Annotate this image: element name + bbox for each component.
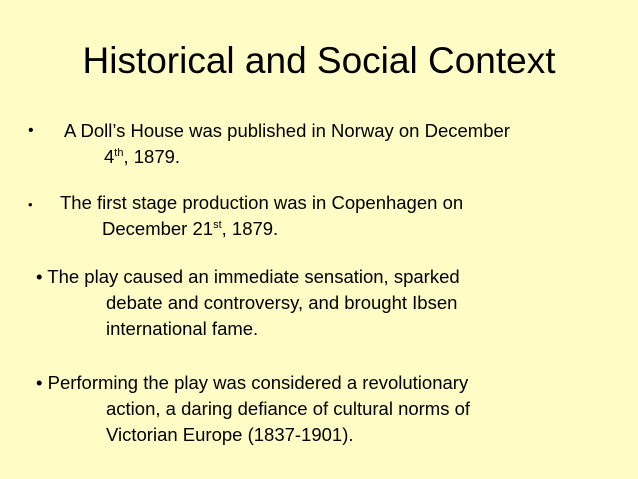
date-day: 4 (104, 146, 115, 167)
bullet-marker: • (28, 122, 34, 139)
slide-title: Historical and Social Context (82, 40, 556, 81)
bullet-text-line1: • Performing the play was considered a revolutionary (36, 372, 469, 393)
ordinal-suffix: st (213, 219, 222, 231)
bullet-text-line1: The first stage production was in Copenhagen on (60, 192, 464, 213)
bullet-text-line2 (104, 144, 180, 170)
bullet-marker: • (28, 197, 33, 212)
date-year: , 1879. (221, 218, 279, 239)
bullet-text-line2 (102, 216, 278, 242)
bullet-text-line1: A Doll’s House was published in Norway on December (64, 120, 510, 141)
bullet-text-line2: debate and controversy, and brought Ibsen (106, 292, 458, 313)
date-day: December 21 (102, 218, 214, 239)
ordinal-suffix: th (114, 147, 124, 159)
bullet-text-line1: • The play caused an immediate sensation, sparked (36, 266, 460, 287)
bullet-text-line3: Victorian Europe (1837-1901). (106, 424, 354, 445)
bullet-text-line2: action, a daring defiance of cultural norms of (106, 398, 471, 419)
date-year: , 1879. (123, 146, 181, 167)
bullet-text-line3: international fame. (106, 318, 259, 339)
